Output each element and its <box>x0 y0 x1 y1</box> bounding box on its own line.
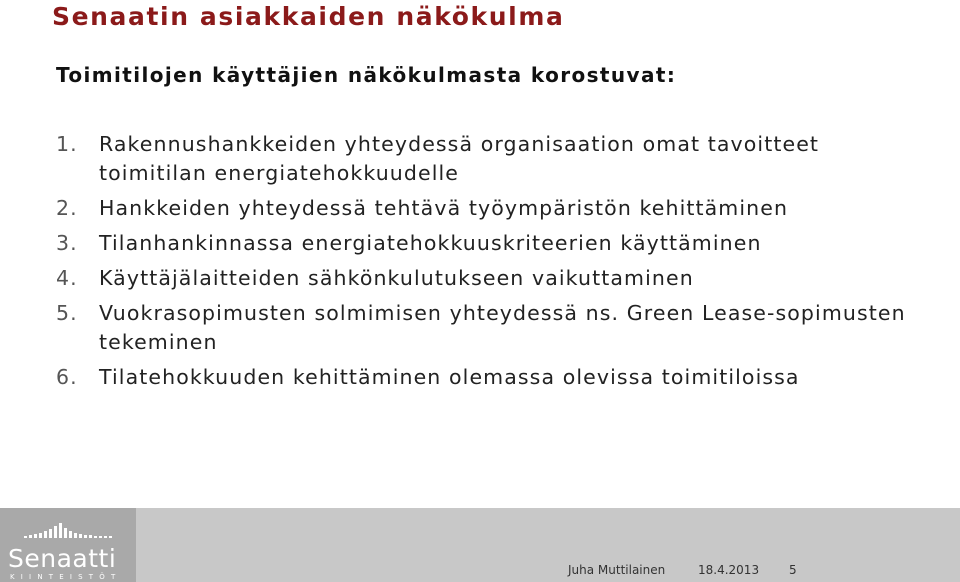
list-item-text: Vuokrasopimusten solmimisen yhteydessä ns. Green Lease-sopimusten tekeminen <box>99 301 906 354</box>
list-item-number: 6. <box>56 365 78 389</box>
list-item-number: 1. <box>56 132 78 156</box>
page-number: 5 <box>789 563 797 577</box>
footer-date: 18.4.2013 <box>698 563 760 577</box>
list-item <box>56 130 916 188</box>
list-item-text: Käyttäjälaitteiden sähkönkulutukseen vaikuttaminen <box>99 266 694 290</box>
list-item <box>56 299 916 357</box>
slide-subtitle: Toimitilojen käyttäjien näkökulmasta korostuvat: <box>56 63 677 87</box>
list-item-text: Tilanhankinnassa energiatehokkuuskriteerien käyttäminen <box>99 231 762 255</box>
slide-title: Senaatin asiakkaiden näkökulma <box>52 2 565 31</box>
senaatti-logo <box>0 508 136 582</box>
list-item <box>56 363 916 392</box>
footer-bar <box>0 508 960 582</box>
list-item-number: 2. <box>56 196 78 220</box>
logo-subtitle: KIINTEISTÖT <box>10 573 122 581</box>
list-item-text: Hankkeiden yhteydessä tehtävä työympäristön kehittäminen <box>99 196 789 220</box>
list-item-number: 5. <box>56 301 78 325</box>
list-item <box>56 264 916 293</box>
footer-author: Juha Muttilainen <box>568 563 666 577</box>
list-item-number: 3. <box>56 231 78 255</box>
list-item-text: Rakennushankkeiden yhteydessä organisaation omat tavoitteet toimitilan energiatehokkuudelle <box>99 132 820 185</box>
bullet-list <box>56 130 916 398</box>
logo-wordmark: Senaatti <box>8 544 117 573</box>
list-item <box>56 229 916 258</box>
bar-pattern-icon <box>24 520 116 540</box>
list-item-text: Tilatehokkuuden kehittäminen olemassa olevissa toimitiloissa <box>99 365 800 389</box>
list-item-number: 4. <box>56 266 78 290</box>
list-item <box>56 194 916 223</box>
